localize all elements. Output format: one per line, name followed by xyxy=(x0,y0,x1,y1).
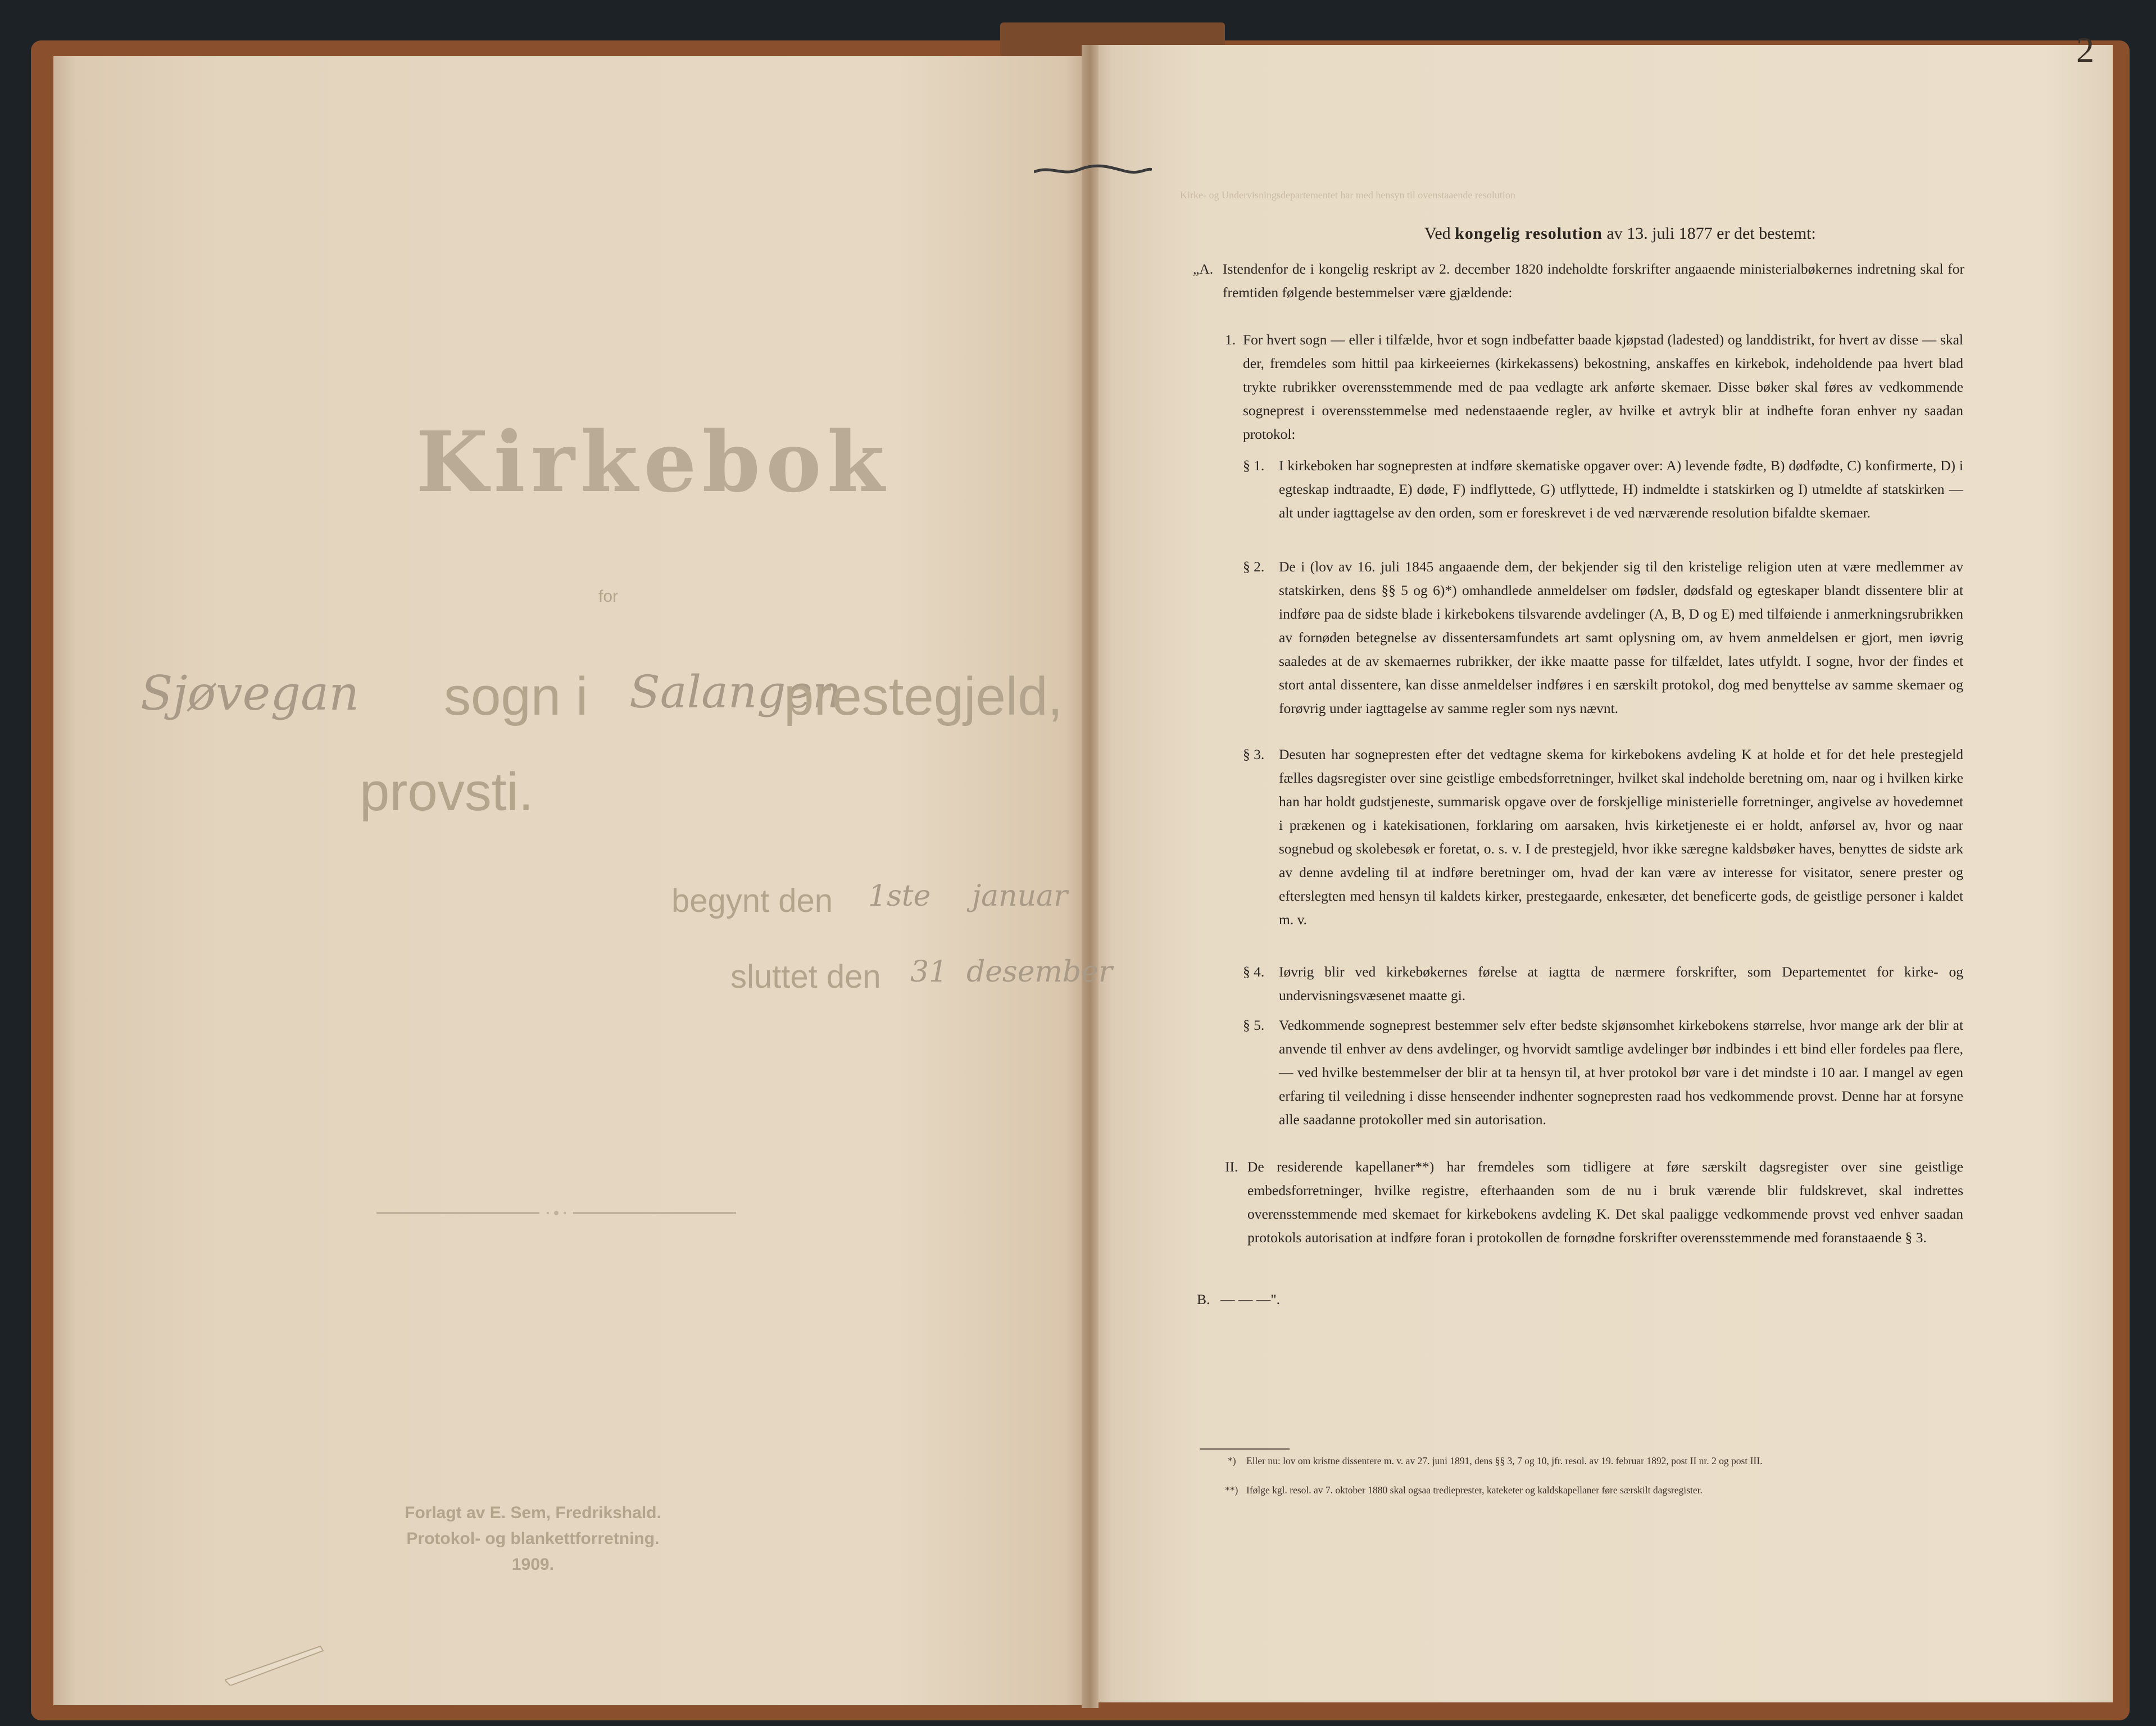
sogn-label: sogn i xyxy=(444,666,588,726)
section-1-label: § 1. xyxy=(1243,457,1265,474)
section-4-label: § 4. xyxy=(1243,964,1265,980)
sluttet-label: sluttet den xyxy=(730,959,881,995)
section-5-text: Vedkommende sogneprest bestemmer selv efter bedste skjønsomhet kirkebokens størrelse, hvor mange ark der blir at anvende til enhver av dens avdelinger, og hvorvidt samtlige avdelinger bør indbindes i ett bind eller fordeles paa flere, — ved hvilke bestemmelser der blir at ta hensyn til, at hver protokol bør vare i det mindste i 10 aar. I mangel av egen erfaring til veiledning i disse henseender indhenter sognepresten raad hos vedkommende provst. Denne har at forsyne alle saadanne protokoller med sin autorisation. xyxy=(1279,1017,1963,1128)
handwritten-begynt-month: januar xyxy=(972,879,1068,913)
section-3-label: § 3. xyxy=(1243,746,1265,762)
section-3-text: Desuten har sognepresten efter det vedtagne skema for kirkebokens avdeling K at holde et for det hele prestegjeld fælles dagsregister over sine geistlige embedsforretninger, hvilket skal indeholde beretning om, naar og i hvilken kirke han har holdt gudstjeneste, summarisk opgave over de forskjellige ministerielle forretninger, angivelse av hovedemnet i prækenen og i katekisationen, forklaring om aarsaken, hvis kirketjeneste ei er holdt, anførsel av, hvor og naar sognebud og skolebesøk er foretat, o. s. v. I de prestegjeld, hvor ikke særegne kaldsbøker haves, benyttes de sidste ark av denne avdeling til at indføre beretninger om, hvad der kan være av interesse for visitator, senere prester og efterslegten med hensyn til kaldets kirker, prestegaarde, enkesæter, det beneficerte gods, de geistlige personer i kaldet m. v. xyxy=(1279,746,1963,928)
para-b-text: — — —". xyxy=(1220,1291,1281,1307)
page-title: Kirkebok xyxy=(416,413,891,511)
section-2-label: § 2. xyxy=(1243,558,1265,575)
handwritten-begynt-day: 1ste xyxy=(868,879,931,913)
footnote-1-mark: *) xyxy=(1228,1455,1236,1466)
resolution-document xyxy=(1090,0,2113,1702)
para-a-text: Istendenfor de i kongelig reskript av 2. december 1820 indeholdte forskrifter angaaende ministerialbøkernes indretning skal for fremtiden følgende bestemmelser være gjældende: xyxy=(1223,261,1964,301)
para-a-label: „A. xyxy=(1193,261,1214,277)
handwritten-sluttet-day: 31 xyxy=(910,955,948,989)
bleed-through-text: Kirke- og Undervisningsdepartementet har med hensyn til ovenstaaende resolution xyxy=(1180,189,1515,201)
para-1-label: 1. xyxy=(1225,331,1236,348)
prestegjeld-label: prestegjeld, xyxy=(784,666,1063,726)
provsti-label: provsti. xyxy=(360,762,534,822)
section-1-text: I kirkeboken har sognepresten at indføre skematiske opgaver over: A) levende fødte, B) dødfødte, C) konfirmerte, D) i egteskap indtraadte, E) døde, F) indflyttede, G) utflyttede, H) indmeldte i statskirken og I) utmeldte af statskirken — alt under iagttagelse av den orden, som er foreskrevet i de ved nærværende resolution bifaldte skemaer. xyxy=(1279,457,1963,521)
footnote-rule xyxy=(1200,1448,1290,1450)
left-page xyxy=(53,56,1087,1705)
para-2-label: II. xyxy=(1225,1159,1238,1175)
footnote-2-mark: **) xyxy=(1225,1484,1238,1496)
for-label: for xyxy=(598,587,619,606)
page-corner-mark xyxy=(225,1635,326,1686)
printer-line-1: Forlagt av E. Sem, Fredrikshald. xyxy=(405,1504,661,1522)
para-b-label: B. xyxy=(1197,1291,1210,1307)
handwritten-sogn: Sjøvegan xyxy=(140,666,360,721)
section-2-text: De i (lov av 16. juli 1845 angaaende dem, der bekjender sig til den kristelige religion uten at være medlemmer av statskirken, dens §§ 5 og 6)*) omhandlede anmeldelser om fødsler, dødsfald og egteskaper blandt dissentere blir at indføre paa de sidste blade i kirkebokens tilsvarende avdelinger (A, B, D og E) med tilføiende i anmerkningsrubrikken av fornøden betegnelse av dissentersamfundets art samt oplysning om, av hvem anmeldelsen er gjort, men iøvrig saaledes at de av skemaernes rubrikker, der ikke maatte passe for tilfældet, lates utfyldt. I sogne, hvor der findes et stort antal dissentere, kan disse anmeldelser indføres i en særskilt protokol, dog med benyttelse av samme skemaer og forøvrig under iagttagelse av samme regler som nys nævnt. xyxy=(1279,558,1963,716)
resolution-heading: Ved kongelig resolution av 13. juli 1877 er det bestemt: xyxy=(1424,224,1816,243)
section-4-text: Iøvrig blir ved kirkebøkernes førelse at iagtta de nærmere forskrifter, som Departementet for kirke- og undervisningsvæsenet maatte gi. xyxy=(1279,964,1963,1003)
footnote-1-text: Eller nu: lov om kristne dissentere m. v. av 27. juni 1891, dens §§ 3, 7 og 10, jfr. resol. av 19. februar 1892, post II nr. 2 og post III. xyxy=(1246,1455,1763,1466)
printer-line-3: 1909. xyxy=(511,1555,554,1574)
printer-imprint xyxy=(405,1500,661,1578)
para-2-text: De residerende kapellaner**) har fremdeles som tidligere at føre særskilt dagsregister over sine geistlige embedsforretninger, hvilke registre, efterhaanden som de nu i bruk værende blir fuldskrevet, skal indrettes overensstemmende med skemaet for kirkebokens avdeling K. Det skal paaligge vedkommende provst ved enhver saadan protokols autorisation at indføre foran i protokollen de fornødne forskrifter overensstemmende med foranstaaende § 3. xyxy=(1247,1159,1963,1246)
handwritten-sluttet-month: desember xyxy=(966,955,1113,989)
printer-line-2: Protokol- og blankettforretning. xyxy=(406,1529,660,1548)
ornament-divider xyxy=(376,1209,736,1217)
handwritten-prestegjeld: Salangen xyxy=(629,666,842,718)
page-number: 2 xyxy=(2076,30,2094,70)
begynt-label: begynt den xyxy=(671,883,833,919)
para-1-text: For hvert sogn — eller i tilfælde, hvor et sogn indbefatter baade kjøpstad (ladested) og landdistrikt, for hvert av disse — skal der, fremdeles som hittil paa kirkeeiernes (kirkekassens) bekostning, anskaffes en kirkebok, indeholdende paa hvert blad trykte rubrikker overensstemmende med de paa vedlagte ark anførte skemaer. Disse bøker skal føres av vedkommende sogneprest i overensstemmelse med nedenstaaende regler, av hvilke et avtryk blir at indhefte foran enhver ny saadan protokol: xyxy=(1243,331,1963,442)
section-5-label: § 5. xyxy=(1243,1017,1265,1033)
footnote-2-text: Ifølge kgl. resol. av 7. oktober 1880 skal ogsaa tredieprester, kateketer og kaldskapellaner føre særskilt dagsregister. xyxy=(1246,1484,1703,1496)
